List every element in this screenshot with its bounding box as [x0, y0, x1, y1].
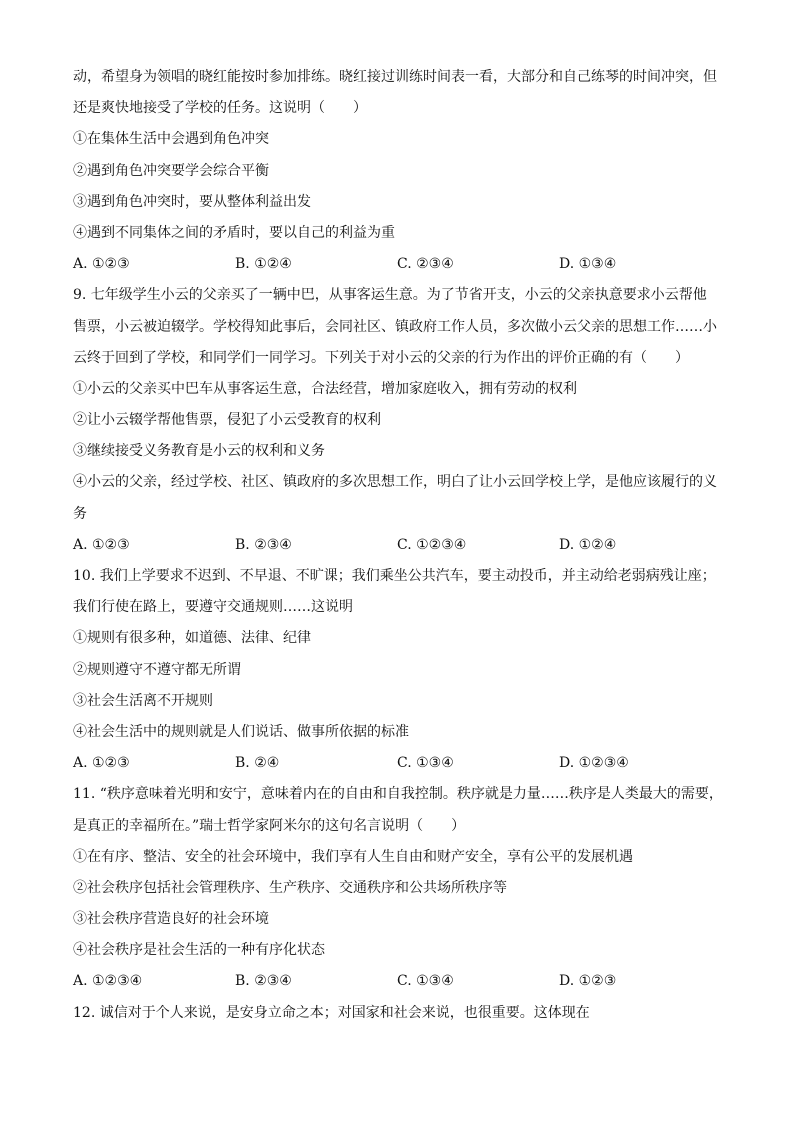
question-stem-line: 还是爽快地接受了学校的任务。这说明（ ）	[73, 100, 367, 117]
statement-4-continued: 务	[73, 505, 87, 522]
statement-1: ①在集体生活中会遇到角色冲突	[73, 131, 269, 148]
choice-d: D. ①②③④	[559, 755, 629, 772]
question-stem-line: 云终于回到了学校，和同学们一同学习。下列关于对小云的父亲的行为作出的评价正确的有（ ）	[73, 349, 689, 366]
question-10	[73, 561, 733, 779]
question-12	[73, 998, 733, 1029]
answer-choices	[73, 966, 733, 997]
statement-4: ④社会秩序是社会生活的一种有序化状态	[73, 942, 325, 959]
choice-b: B. ②④	[235, 755, 280, 772]
choice-d: D. ①③④	[559, 256, 617, 273]
choice-a: A. ①②③	[73, 256, 130, 273]
statement-2: ②让小云辍学帮他售票，侵犯了小云受教育的权利	[73, 412, 381, 429]
statement-4: ④社会生活中的规则就是人们说话、做事所依据的标准	[73, 723, 409, 740]
question-stem-line: 11. “秩序意味着光明和安宁，意味着内在的自由和自我控制。秩序就是力量……秩序是人类最大的需要，	[73, 786, 723, 803]
question-stem-line: 售票，小云被迫辍学。学校得知此事后，会同社区、镇政府工作人员，多次做小云父亲的思想工作……小	[73, 318, 717, 335]
question-9	[73, 280, 733, 561]
answer-choices	[73, 530, 733, 561]
question-8	[73, 62, 733, 280]
statement-4: ④遇到不同集体之间的矛盾时，要以自己的利益为重	[73, 224, 395, 241]
statement-1: ①规则有很多种，如道德、法律、纪律	[73, 630, 311, 647]
statement-2: ②遇到角色冲突要学会综合平衡	[73, 162, 269, 179]
statement-3: ③社会秩序营造良好的社会环境	[73, 911, 269, 928]
statement-2: ②规则遵守不遵守都无所谓	[73, 661, 241, 678]
choice-b: B. ②③④	[235, 973, 292, 990]
choice-d: D. ①②④	[559, 536, 617, 553]
question-stem-line: 动，希望身为领唱的晓红能按时参加排练。晓红接过训练时间表一看，大部分和自己练琴的时间冲突，但	[73, 69, 717, 85]
statement-2: ②社会秩序包括社会管理秩序、生产秩序、交通秩序和公共场所秩序等	[73, 879, 507, 896]
choice-a: A. ①②③	[73, 536, 130, 553]
question-11	[73, 779, 733, 997]
question-stem-line: 9. 七年级学生小云的父亲买了一辆中巴，从事客运生意。为了节省开支，小云的父亲执意要求小云帮他	[73, 287, 707, 304]
statement-4: ④小云的父亲，经过学校、社区、镇政府的多次思想工作，明白了让小云回学校上学，是他应该履行的义	[73, 474, 717, 491]
answer-choices	[73, 249, 733, 280]
question-stem-line: 12. 诚信对于个人来说，是安身立命之本；对国家和社会来说，也很重要。这体现在	[73, 1004, 590, 1021]
question-stem-line: 我们行使在路上，要遵守交通规则……这说明	[73, 599, 353, 616]
choice-c: C. ①③④	[397, 973, 454, 990]
choice-a: A. ①②③④	[73, 973, 143, 990]
statement-3: ③遇到角色冲突时，要从整体利益出发	[73, 193, 311, 210]
choice-a: A. ①②③	[73, 755, 130, 772]
choice-c: C. ②③④	[397, 256, 454, 273]
question-stem-line: 10. 我们上学要求不迟到、不早退、不旷课；我们乘坐公共汽车，要主动投币，并主动给老弱病残让座；	[73, 568, 716, 584]
exam-page	[73, 62, 733, 1029]
choice-d: D. ①②③	[559, 973, 617, 990]
statement-3: ③社会生活离不开规则	[73, 692, 213, 709]
answer-choices	[73, 748, 733, 779]
statement-3: ③继续接受义务教育是小云的权利和义务	[73, 443, 325, 460]
statement-1: ①在有序、整洁、安全的社会环境中，我们享有人生自由和财产安全，享有公平的发展机遇	[73, 848, 633, 865]
choice-b: B. ①②④	[235, 256, 292, 273]
statement-1: ①小云的父亲买中巴车从事客运生意，合法经营，增加家庭收入，拥有劳动的权利	[73, 380, 577, 397]
choice-c: C. ①②③④	[397, 536, 467, 553]
choice-c: C. ①③④	[397, 755, 454, 772]
choice-b: B. ②③④	[235, 536, 292, 553]
question-stem-line: 是真正的幸福所在。”瑞士哲学家阿米尔的这句名言说明（ ）	[73, 817, 466, 834]
